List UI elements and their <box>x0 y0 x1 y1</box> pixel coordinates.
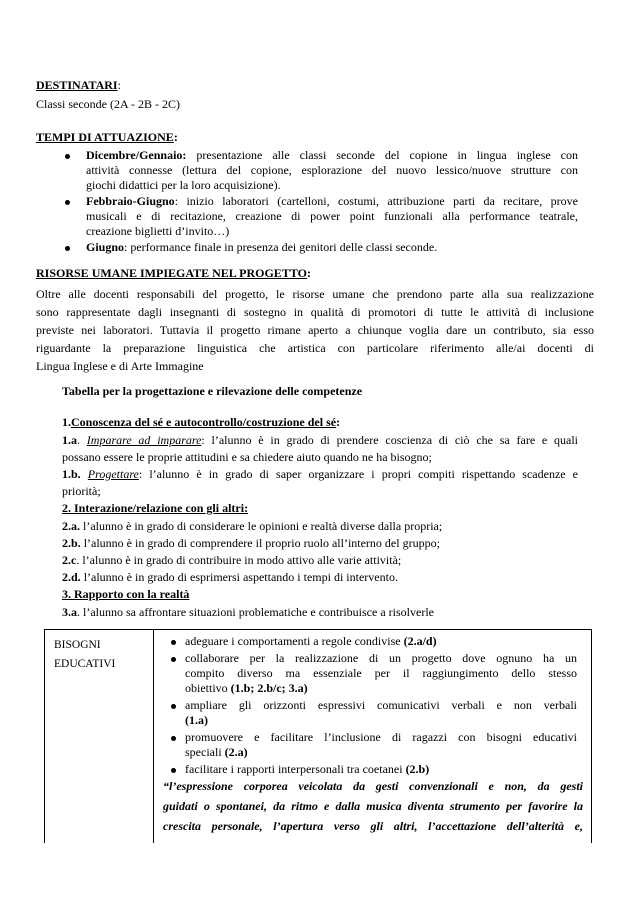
skill-text: l’alunno è in grado di considerare le opinioni e realtà diverse dalla propria; <box>80 519 443 533</box>
skill-text: . l’alunno è in grado di contribuire in modo attivo alle varie attività; <box>76 553 402 567</box>
skill-text: priorità; <box>62 484 101 498</box>
bullet-text: facilitare i rapporti interpersonali tra coetanei <box>185 762 406 776</box>
paragraph-line: previste nei laboratori. Tuttavia il progetto rimane aperto a chiunque voglia dare un contributo, sia esso <box>36 323 594 337</box>
table-bullet-item <box>185 762 577 777</box>
table-left-cell <box>54 636 115 674</box>
skill-key: Progettare <box>87 467 139 481</box>
section-title: 3. Rapporto con la realtà <box>62 587 190 601</box>
bullet-icon <box>65 154 70 159</box>
bullet-text: ampliare gli orizzonti espressivi comunicativi verbali e non verbali <box>185 698 577 712</box>
quote-line: “l’espressione corporea veicolata da gesti convenzionali e non, da gesti <box>163 779 583 793</box>
bullet-icon <box>65 246 70 251</box>
competenze-section-1 <box>62 415 578 499</box>
tempi-item-label: Dicembre/Gennaio: <box>86 148 187 162</box>
table-divider <box>153 630 154 843</box>
destinatari-text: Classi seconde (2A - 2B - 2C) <box>36 97 180 111</box>
destinatari-heading-colon: : <box>117 78 121 92</box>
table-bullet-item <box>185 730 577 760</box>
bullet-ref: (2.b) <box>405 762 430 776</box>
tempi-item-text: attività connesse (lettura del copione, esplorazione del nuovo lessico/nuove strutture con <box>86 163 578 177</box>
bisogni-educativi-table <box>44 629 592 843</box>
bullet-text: compito diverso ma essenziale per il raggiungimento dello stesso <box>185 666 577 680</box>
table-bullet-item <box>185 634 577 649</box>
competenze-section-3 <box>62 587 578 620</box>
bullet-ref: (1.a) <box>185 713 208 727</box>
tempi-item-text: musicali e di recitazione, creazione di power point funzionali alla performance teatrale, <box>86 209 578 223</box>
tempi-item-text: : performance finale in presenza dei genitori delle classi seconde. <box>124 240 438 254</box>
bullet-ref: (2.a/d) <box>403 634 437 648</box>
table-left-label: BISOGNI <box>54 639 101 651</box>
quote-line: guidati o spontanei, da ritmo e dalla musica diventa strumento per favorire la <box>163 799 583 813</box>
bullet-icon <box>171 736 176 741</box>
skill-text: : l’alunno è in grado di saper organizzare i propri compiti rispettando scadenze e <box>138 467 579 481</box>
bullet-icon <box>171 768 176 773</box>
tempi-item-label: Febbraio-Giugno <box>86 194 175 208</box>
bullet-text: speciali <box>185 745 225 759</box>
bullet-icon <box>65 200 70 205</box>
section-title: Conoscenza del sé e autocontrollo/costruzione del sé <box>71 415 337 429</box>
tempi-item <box>66 240 578 255</box>
skill-key: Imparare ad imparare <box>86 433 202 447</box>
risorse-heading-text: RISORSE UMANE IMPIEGATE NEL PROGETTO <box>36 266 307 280</box>
section-title: 2. Interazione/relazione con gli altri: <box>62 501 249 515</box>
tempi-heading-colon: : <box>173 130 178 144</box>
skill-text: : l’alunno è in grado di prendere coscienza di ciò che sa fare e quali <box>201 433 579 447</box>
paragraph-line: riguardante la preparazione linguistica che artistica con particolare riferimento alle/ai docenti di <box>36 341 594 355</box>
destinatari-heading-text: DESTINATARI <box>36 78 118 92</box>
tempi-list <box>66 148 578 255</box>
tempi-heading <box>36 130 578 145</box>
table-bullet-item <box>185 698 577 728</box>
skill-text: . l’alunno sa affrontare situazioni problematiche e contribuisce a risolverle <box>77 605 434 619</box>
bullet-icon <box>171 657 176 662</box>
tempi-item-text: presentazione alle classi seconde del copione in lingua inglese con <box>186 148 578 162</box>
tempi-item-text: : inizio laboratori (cartelloni, costumi, attribuzione parti da recitare, prove <box>174 194 578 208</box>
table-quote <box>163 776 583 836</box>
bullet-icon <box>171 704 176 709</box>
risorse-paragraph <box>36 285 594 375</box>
skill-text: possano essere le proprie attitudini e sa chiedere aiuto quando ne ha bisogno; <box>62 450 432 464</box>
table-bullets <box>185 634 577 777</box>
paragraph-line: Lingua Inglese e di Arte Immagine <box>36 359 204 373</box>
tempi-heading-text: TEMPI DI ATTUAZIONE <box>36 130 174 144</box>
bullet-ref: (1.b; 2.b/c; 3.a) <box>230 681 308 695</box>
skill-code: 2.b. <box>62 536 81 550</box>
competenze-title <box>62 384 362 399</box>
bullet-text: collaborare per la realizzazione di un progetto dove ognuno ha un <box>185 651 577 665</box>
bullet-text: promuovere e facilitare l’inclusione di ragazzi con bisogni educativi <box>185 730 577 744</box>
table-bullet-item <box>185 651 577 696</box>
paragraph-line: Oltre alle docenti responsabili del progetto, le risorse umane che prendono parte alla sua realizzazione <box>36 287 594 301</box>
tempi-item <box>66 148 578 193</box>
table-left-label: EDUCATIVI <box>54 658 116 670</box>
skill-code: 2.a. <box>62 519 80 533</box>
skill-code: 2.c <box>62 553 77 567</box>
tempi-item-label: Giugno <box>86 240 125 254</box>
competenze-title-text: Tabella per la progettazione e rilevazione delle competenze <box>62 384 363 398</box>
risorse-heading <box>36 266 578 281</box>
risorse-heading-colon: : <box>306 266 311 280</box>
destinatari-heading <box>36 78 578 93</box>
skill-code: 2.d. <box>62 570 81 584</box>
bullet-icon <box>171 640 176 645</box>
skill-code: 3.a <box>62 605 77 619</box>
quote-line: crescita personale, l’apertura verso gli altri, l’accettazione dell’alterità e, <box>163 819 583 833</box>
skill-text: l’alunno è in grado di comprendere il proprio ruolo all’interno del gruppo; <box>80 536 440 550</box>
skill-separator: . <box>77 433 87 447</box>
section-colon: : <box>336 415 341 429</box>
bullet-ref: (2.a) <box>224 745 248 759</box>
tempi-item <box>66 194 578 239</box>
skill-code: 1.a <box>62 433 77 447</box>
skill-code: 1.b. <box>62 467 81 481</box>
bullet-text: obiettivo <box>185 681 231 695</box>
bullet-text: adeguare i comportamenti a regole condivise <box>185 634 404 648</box>
tempi-item-text: creazione biglietti d’invito…) <box>86 224 230 238</box>
paragraph-line: sono rappresentate dagli insegnanti di sostegno in qualità di promotori di tutte le attività di inclusione <box>36 305 594 319</box>
section-number: 1. <box>62 415 71 429</box>
skill-separator <box>81 467 88 481</box>
tempi-item-text: giochi didattici per la loro acquisizione). <box>86 178 281 192</box>
competenze-section-2 <box>62 501 578 585</box>
skill-text: l’alunno è in grado di esprimersi aspettando i tempi di intervento. <box>80 570 398 584</box>
